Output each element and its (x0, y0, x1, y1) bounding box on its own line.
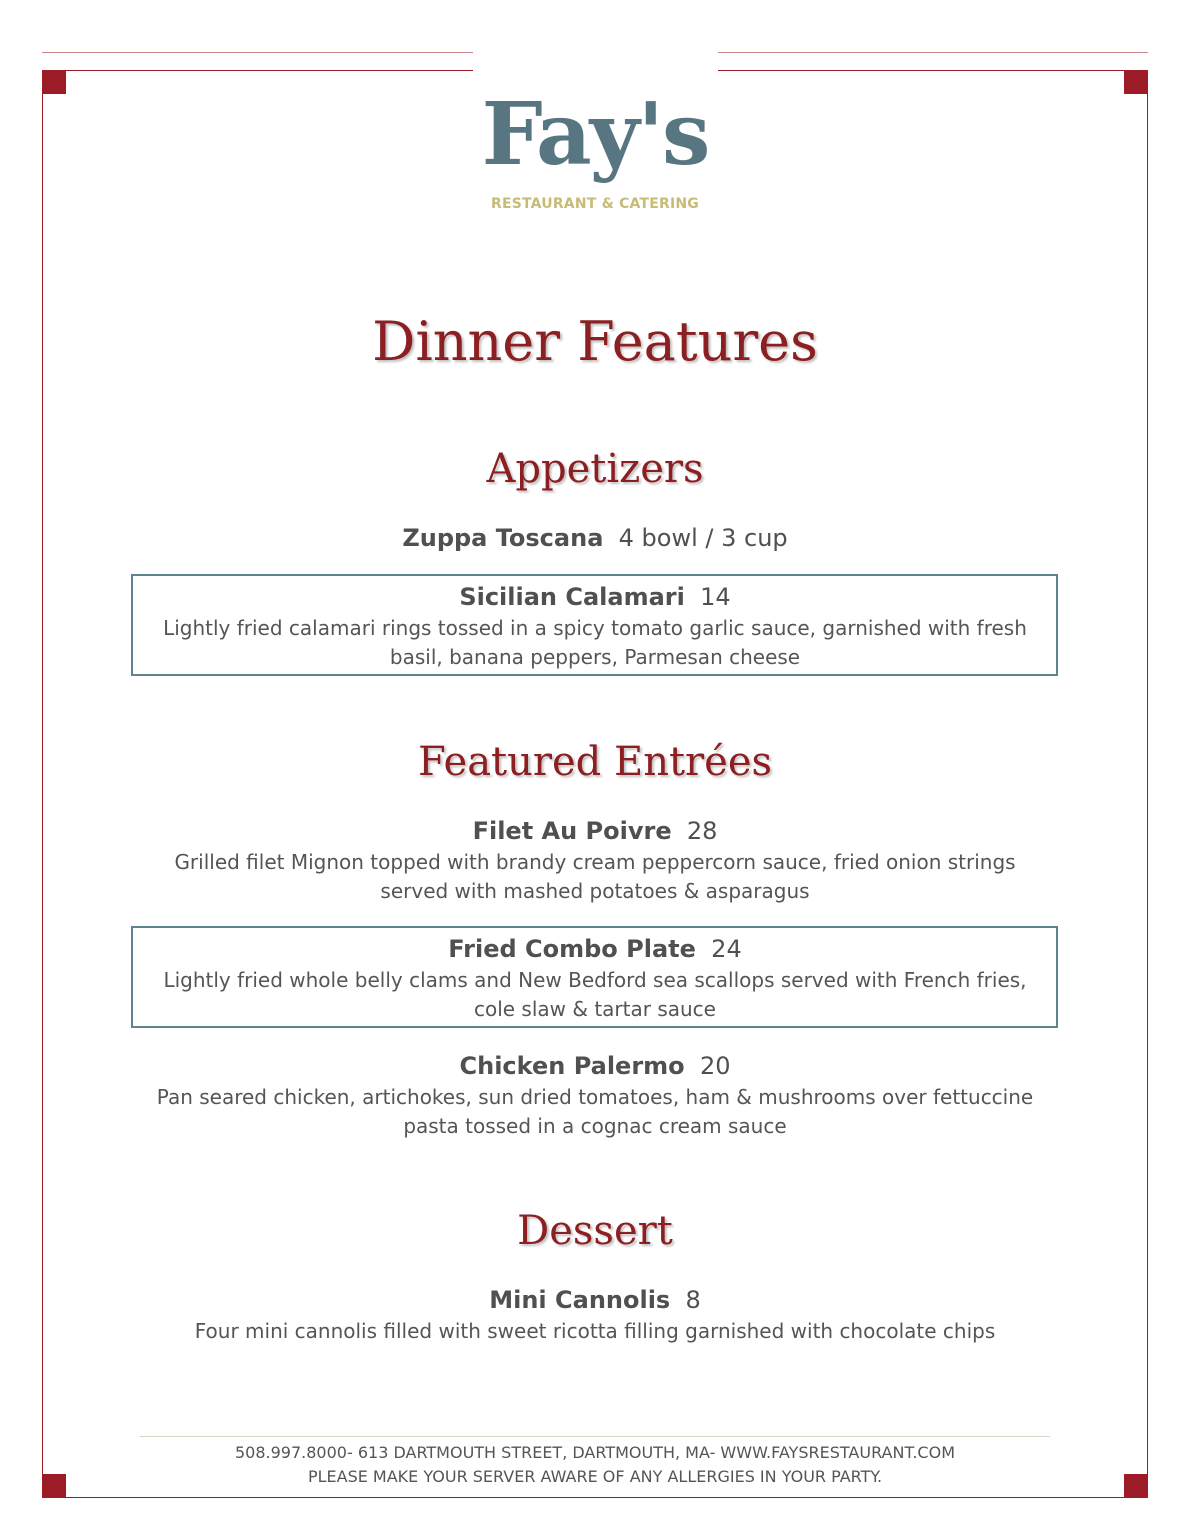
menu-item-filet-au-poivre (140, 814, 1050, 906)
menu-item-fried-combo-plate (140, 932, 1050, 1024)
menu-item-zuppa-toscana (140, 521, 1050, 555)
item-price: 28 (686, 817, 718, 845)
logo-tagline: RESTAURANT & CATERING (490, 196, 700, 212)
page-title: Dinner Features (372, 310, 818, 373)
logo-wordmark: Fay's (481, 84, 709, 185)
frame-bottom (42, 1497, 1148, 1498)
dessert-heading: Dessert (517, 1208, 673, 1254)
top-rule-right (718, 52, 1148, 53)
appetizers-heading: Appetizers (486, 446, 704, 492)
corner-top-left (42, 71, 66, 94)
item-description: Four mini cannolis filled with sweet ricotta filling garnished with chocolate chips (194, 1319, 996, 1343)
entrees-heading: Featured Entrées (417, 739, 773, 785)
footer-divider (140, 1436, 1050, 1437)
item-name: Sicilian Calamari (459, 583, 685, 611)
restaurant-logo (470, 80, 720, 220)
menu-item-mini-cannolis (140, 1283, 1050, 1346)
item-name: Mini Cannolis (489, 1286, 671, 1314)
item-price: 8 (685, 1286, 701, 1314)
top-rule-left (42, 52, 473, 53)
item-price: 14 (700, 583, 731, 611)
item-name: Zuppa Toscana (402, 524, 604, 552)
item-price: 24 (711, 935, 742, 963)
frame-top-right (718, 70, 1148, 71)
menu-item-sicilian-calamari (140, 580, 1050, 672)
footer-contact: 508.997.8000- 613 DARTMOUTH STREET, DARTMOUTH, MA- WWW.FAYSRESTAURANT.COM (235, 1443, 955, 1462)
item-name: Chicken Palermo (459, 1052, 685, 1080)
item-name: Filet Au Poivre (472, 817, 672, 845)
item-description: Lightly fried whole belly clams and New Bedford sea scallops served with French fries, cole slaw & tartar sauce (163, 968, 1027, 1021)
item-price: 4 bowl / 3 cup (618, 524, 788, 552)
corner-top-right (1124, 71, 1148, 94)
item-description: Lightly fried calamari rings tossed in a spicy tomato garlic sauce, garnished with fresh basil, banana peppers, Parmesan cheese (163, 616, 1027, 669)
footer-allergy-note: PLEASE MAKE YOUR SERVER AWARE OF ANY ALLERGIES IN YOUR PARTY. (307, 1467, 883, 1486)
item-name: Fried Combo Plate (448, 935, 696, 963)
item-description: Grilled filet Mignon topped with brandy cream peppercorn sauce, fried onion strings served with mashed potatoes & asparagus (174, 850, 1016, 903)
item-price: 20 (699, 1052, 731, 1080)
menu-item-chicken-palermo (140, 1049, 1050, 1141)
frame-top-left (42, 70, 473, 71)
item-description: Pan seared chicken, artichokes, sun dried tomatoes, ham & mushrooms over fettuccine pasta tossed in a cognac cream sauce (156, 1085, 1034, 1138)
